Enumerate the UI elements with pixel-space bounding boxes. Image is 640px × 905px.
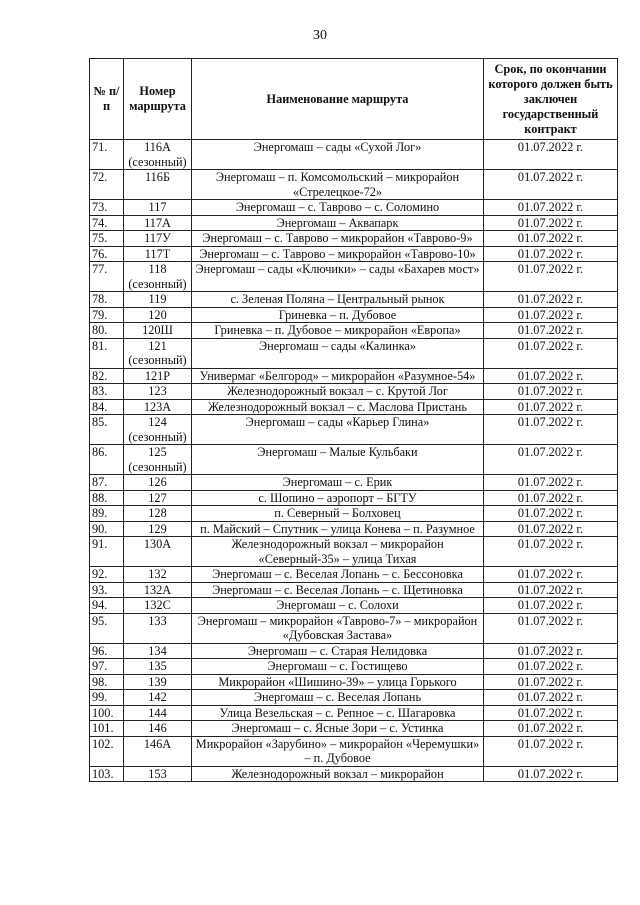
cell-date: 01.07.2022 г.	[484, 231, 618, 247]
cell-name: Энергомаш – сады «Ключики» – сады «Бахарев мост»	[192, 262, 484, 292]
cell-date: 01.07.2022 г.	[484, 368, 618, 384]
cell-route: 118 (сезонный)	[124, 262, 192, 292]
table-row	[90, 475, 618, 491]
cell-name: с. Шопино – аэропорт – БГТУ	[192, 490, 484, 506]
cell-num: 71.	[90, 140, 124, 170]
cell-name: Универмаг «Белгород» – микрорайон «Разумное-54»	[192, 368, 484, 384]
cell-date: 01.07.2022 г.	[484, 200, 618, 216]
cell-name: Энергомаш – микрорайон «Таврово-7» – микрорайон «Дубовская Застава»	[192, 613, 484, 643]
table-row	[90, 721, 618, 737]
cell-num: 92.	[90, 567, 124, 583]
cell-num: 101.	[90, 721, 124, 737]
cell-route: 129	[124, 521, 192, 537]
table-header-row	[90, 59, 618, 140]
cell-route: 139	[124, 674, 192, 690]
cell-route: 124 (сезонный)	[124, 415, 192, 445]
cell-route: 135	[124, 659, 192, 675]
cell-date: 01.07.2022 г.	[484, 490, 618, 506]
cell-route: 117	[124, 200, 192, 216]
cell-num: 87.	[90, 475, 124, 491]
cell-route: 123	[124, 384, 192, 400]
cell-name: Гриневка – п. Дубовое – микрорайон «Европа»	[192, 323, 484, 339]
table-row	[90, 659, 618, 675]
cell-num: 88.	[90, 490, 124, 506]
cell-num: 78.	[90, 292, 124, 308]
table-row	[90, 537, 618, 567]
table-row	[90, 598, 618, 614]
cell-name: Гриневка – п. Дубовое	[192, 307, 484, 323]
table-row	[90, 567, 618, 583]
cell-name: Энергомаш – с. Таврово – микрорайон «Таврово-10»	[192, 246, 484, 262]
cell-route: 117А	[124, 215, 192, 231]
table-row	[90, 613, 618, 643]
cell-num: 90.	[90, 521, 124, 537]
table-row	[90, 384, 618, 400]
table-row	[90, 323, 618, 339]
cell-route: 128	[124, 506, 192, 522]
cell-route: 144	[124, 705, 192, 721]
cell-route: 130А	[124, 537, 192, 567]
cell-date: 01.07.2022 г.	[484, 705, 618, 721]
cell-num: 95.	[90, 613, 124, 643]
table-row	[90, 338, 618, 368]
cell-name: Энергомаш – с. Ясные Зори – с. Устинка	[192, 721, 484, 737]
cell-name: с. Зеленая Поляна – Центральный рынок	[192, 292, 484, 308]
cell-num: 74.	[90, 215, 124, 231]
cell-name: Энергомаш – п. Комсомольский – микрорайон «Стрелецкое-72»	[192, 170, 484, 200]
cell-route: 123А	[124, 399, 192, 415]
cell-num: 79.	[90, 307, 124, 323]
cell-num: 82.	[90, 368, 124, 384]
cell-name: Энергомаш – сады «Сухой Лог»	[192, 140, 484, 170]
cell-num: 85.	[90, 415, 124, 445]
cell-date: 01.07.2022 г.	[484, 415, 618, 445]
cell-date: 01.07.2022 г.	[484, 246, 618, 262]
cell-route: 121Р	[124, 368, 192, 384]
cell-num: 76.	[90, 246, 124, 262]
cell-name: Энергомаш – с. Веселая Лопань – с. Бессоновка	[192, 567, 484, 583]
cell-date: 01.07.2022 г.	[484, 323, 618, 339]
cell-route: 116А (сезонный)	[124, 140, 192, 170]
cell-route: 153	[124, 766, 192, 782]
cell-route: 126	[124, 475, 192, 491]
cell-route: 120Ш	[124, 323, 192, 339]
cell-name: Улица Везельская – с. Репное – с. Шагаровка	[192, 705, 484, 721]
table-row	[90, 521, 618, 537]
cell-num: 84.	[90, 399, 124, 415]
cell-date: 01.07.2022 г.	[484, 475, 618, 491]
table-row	[90, 674, 618, 690]
table-row	[90, 415, 618, 445]
cell-route: 133	[124, 613, 192, 643]
cell-num: 100.	[90, 705, 124, 721]
table-body	[90, 140, 618, 782]
cell-route: 116Б	[124, 170, 192, 200]
cell-date: 01.07.2022 г.	[484, 292, 618, 308]
table-row	[90, 490, 618, 506]
table-row	[90, 582, 618, 598]
cell-route: 119	[124, 292, 192, 308]
cell-date: 01.07.2022 г.	[484, 613, 618, 643]
cell-num: 91.	[90, 537, 124, 567]
cell-num: 94.	[90, 598, 124, 614]
cell-name: Энергомаш – с. Ерик	[192, 475, 484, 491]
table-row	[90, 399, 618, 415]
cell-name: Железнодорожный вокзал – микрорайон «Северный-35» – улица Тихая	[192, 537, 484, 567]
cell-date: 01.07.2022 г.	[484, 338, 618, 368]
cell-date: 01.07.2022 г.	[484, 643, 618, 659]
cell-num: 96.	[90, 643, 124, 659]
cell-num: 98.	[90, 674, 124, 690]
table-row	[90, 231, 618, 247]
cell-date: 01.07.2022 г.	[484, 721, 618, 737]
cell-name: Микрорайон «Шишино-39» – улица Горького	[192, 674, 484, 690]
cell-num: 81.	[90, 338, 124, 368]
table-row	[90, 215, 618, 231]
cell-name: Энергомаш – сады «Калинка»	[192, 338, 484, 368]
table-row	[90, 736, 618, 766]
cell-route: 132С	[124, 598, 192, 614]
cell-date: 01.07.2022 г.	[484, 521, 618, 537]
table-row	[90, 140, 618, 170]
cell-date: 01.07.2022 г.	[484, 399, 618, 415]
cell-name: Энергомаш – с. Солохи	[192, 598, 484, 614]
cell-date: 01.07.2022 г.	[484, 659, 618, 675]
cell-date: 01.07.2022 г.	[484, 307, 618, 323]
table-row	[90, 262, 618, 292]
page-number: 30	[313, 28, 327, 43]
cell-date: 01.07.2022 г.	[484, 674, 618, 690]
cell-name: п. Северный – Болховец	[192, 506, 484, 522]
cell-num: 99.	[90, 690, 124, 706]
cell-date: 01.07.2022 г.	[484, 384, 618, 400]
cell-num: 97.	[90, 659, 124, 675]
cell-name: Энергомаш – с. Веселая Лопань	[192, 690, 484, 706]
cell-num: 103.	[90, 766, 124, 782]
cell-num: 86.	[90, 445, 124, 475]
cell-route: 117У	[124, 231, 192, 247]
cell-name: п. Майский – Спутник – улица Конева – п. Разумное	[192, 521, 484, 537]
cell-date: 01.07.2022 г.	[484, 736, 618, 766]
cell-date: 01.07.2022 г.	[484, 582, 618, 598]
cell-route: 132А	[124, 582, 192, 598]
table-row	[90, 506, 618, 522]
table-row	[90, 445, 618, 475]
table-row	[90, 766, 618, 782]
cell-num: 75.	[90, 231, 124, 247]
cell-date: 01.07.2022 г.	[484, 445, 618, 475]
header-date: Срок, по окончании которого должен быть заключен государственный контракт	[484, 59, 618, 140]
cell-date: 01.07.2022 г.	[484, 766, 618, 782]
cell-num: 102.	[90, 736, 124, 766]
cell-date: 01.07.2022 г.	[484, 140, 618, 170]
cell-date: 01.07.2022 г.	[484, 215, 618, 231]
header-route: Номер маршрута	[124, 59, 192, 140]
cell-date: 01.07.2022 г.	[484, 262, 618, 292]
table-row	[90, 690, 618, 706]
cell-num: 93.	[90, 582, 124, 598]
table-row	[90, 200, 618, 216]
cell-name: Микрорайон «Зарубино» – микрорайон «Черемушки» – п. Дубовое	[192, 736, 484, 766]
cell-name: Энергомаш – с. Веселая Лопань – с. Щетиновка	[192, 582, 484, 598]
cell-route: 117Т	[124, 246, 192, 262]
cell-name: Энергомаш – с. Старая Нелидовка	[192, 643, 484, 659]
cell-name: Энергомаш – с. Таврово – микрорайон «Таврово-9»	[192, 231, 484, 247]
cell-date: 01.07.2022 г.	[484, 690, 618, 706]
cell-name: Энергомаш – Малые Кульбаки	[192, 445, 484, 475]
cell-name: Железнодорожный вокзал – микрорайон	[192, 766, 484, 782]
cell-route: 146А	[124, 736, 192, 766]
table-row	[90, 643, 618, 659]
cell-num: 73.	[90, 200, 124, 216]
cell-route: 127	[124, 490, 192, 506]
header-name: Наименование маршрута	[192, 59, 484, 140]
cell-date: 01.07.2022 г.	[484, 170, 618, 200]
cell-route: 132	[124, 567, 192, 583]
cell-num: 77.	[90, 262, 124, 292]
cell-route: 125 (сезонный)	[124, 445, 192, 475]
table-row	[90, 292, 618, 308]
header-num: № п/п	[90, 59, 124, 140]
table-row	[90, 307, 618, 323]
cell-date: 01.07.2022 г.	[484, 598, 618, 614]
cell-name: Энергомаш – с. Гостищево	[192, 659, 484, 675]
cell-name: Энергомаш – Аквапарк	[192, 215, 484, 231]
cell-date: 01.07.2022 г.	[484, 537, 618, 567]
cell-date: 01.07.2022 г.	[484, 506, 618, 522]
table-row	[90, 170, 618, 200]
cell-route: 120	[124, 307, 192, 323]
cell-name: Железнодорожный вокзал – с. Крутой Лог	[192, 384, 484, 400]
routes-table	[89, 58, 618, 782]
table-row	[90, 246, 618, 262]
cell-name: Энергомаш – с. Таврово – с. Соломино	[192, 200, 484, 216]
cell-num: 89.	[90, 506, 124, 522]
cell-name: Железнодорожный вокзал – с. Маслова Пристань	[192, 399, 484, 415]
table-row	[90, 368, 618, 384]
cell-num: 80.	[90, 323, 124, 339]
cell-num: 72.	[90, 170, 124, 200]
cell-num: 83.	[90, 384, 124, 400]
cell-route: 121 (сезонный)	[124, 338, 192, 368]
cell-date: 01.07.2022 г.	[484, 567, 618, 583]
table-row	[90, 705, 618, 721]
cell-route: 146	[124, 721, 192, 737]
cell-name: Энергомаш – сады «Карьер Глина»	[192, 415, 484, 445]
cell-route: 134	[124, 643, 192, 659]
cell-route: 142	[124, 690, 192, 706]
